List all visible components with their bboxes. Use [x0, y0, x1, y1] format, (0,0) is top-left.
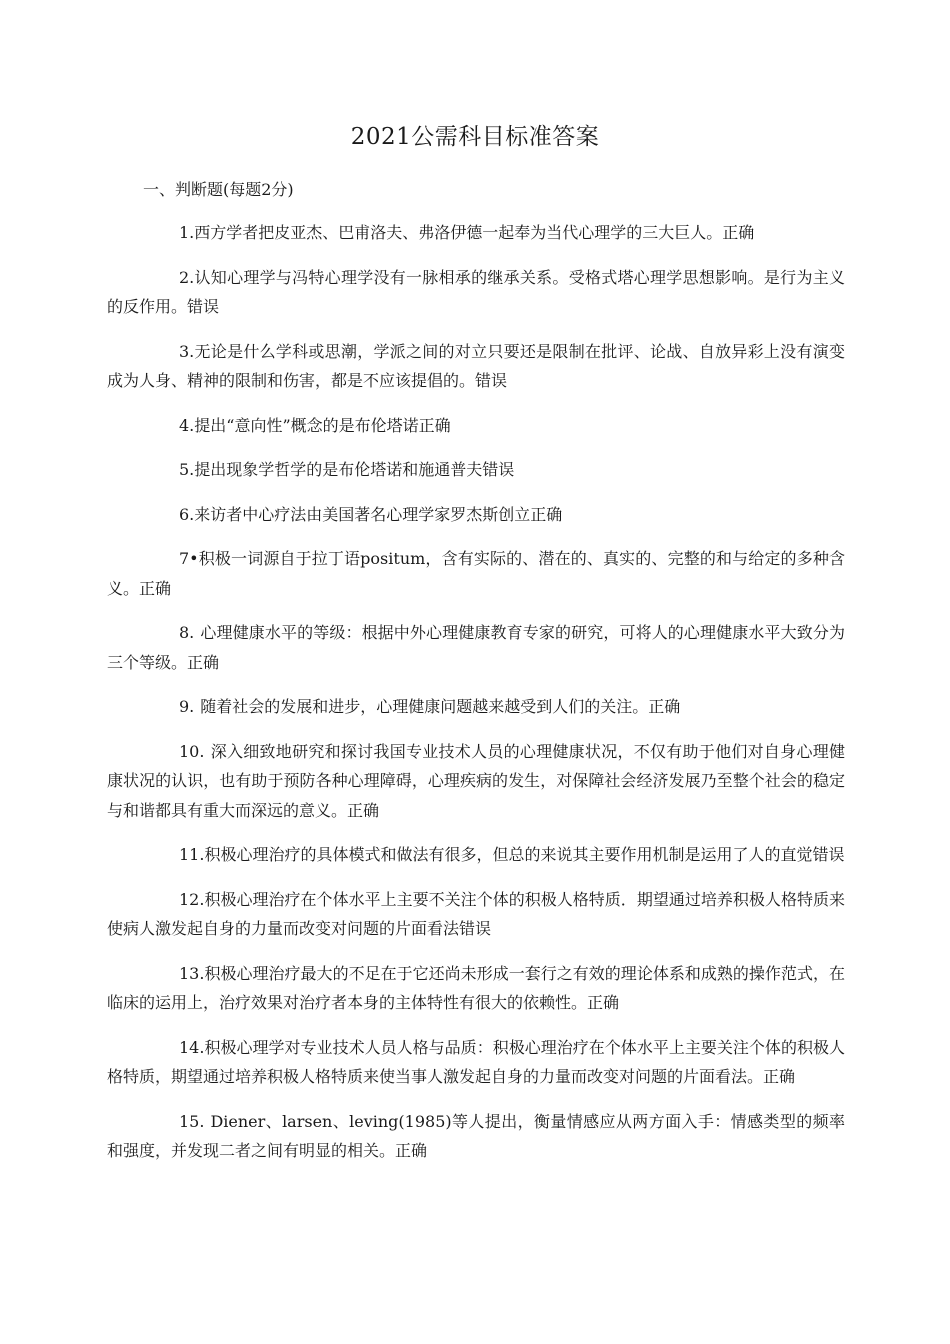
item-number: 9. — [179, 697, 195, 716]
list-item — [107, 218, 845, 248]
list-item — [107, 885, 845, 944]
list-item — [107, 840, 845, 870]
item-text: 积极心理治疗最大的不足在于它还尚未形成一套行之有效的理论体系和成熟的操作范式，在临床的运用上，治疗效果对治疗者本身的主体特性有很大的依赖性。正确 — [107, 963, 845, 1012]
item-text: 积极心理治疗在个体水平上主要不关注个体的积极人格特质．期望通过培养积极人格特质来使病人激发起自身的力量而改变对问题的片面看法错误 — [107, 889, 845, 938]
item-number: 2. — [179, 267, 195, 287]
item-text: 无论是什么学科或思潮，学派之间的对立只要还是限制在批评、论战、自放异彩上没有演变成为人身、精神的限制和伤害，都是不应该提倡的。错误 — [107, 341, 845, 390]
item-number: 1. — [179, 223, 195, 242]
item-number: 14. — [179, 1037, 205, 1057]
list-item — [107, 455, 845, 485]
list-item — [107, 337, 845, 396]
item-number: 3. — [179, 341, 195, 361]
list-item — [107, 1033, 845, 1092]
list-item — [107, 500, 845, 530]
item-text: 提出“意向性”概念的是布伦塔诺正确 — [194, 415, 451, 435]
list-item — [107, 618, 845, 677]
item-number: 8. — [179, 623, 195, 642]
item-text: 提出现象学哲学的是布伦塔诺和施通普夫错误 — [194, 460, 515, 479]
item-text: 深入细致地研究和探讨我国专业技术人员的心理健康状况，不仅有助于他们对自身心理健康状况的认识，也有助于预防各种心理障碍，心理疾病的发生，对保障社会经济发展乃至整个社会的稳定与和谐都具有重大而深远的意义。正确 — [107, 741, 845, 820]
item-number: 7• — [179, 549, 199, 568]
item-text: 随着社会的发展和进步，心理健康问题越来越受到人们的关注。正确 — [200, 697, 681, 716]
list-item — [107, 737, 845, 826]
list-item — [107, 692, 845, 722]
item-number: 4. — [179, 415, 195, 435]
item-text: 西方学者把皮亚杰、巴甫洛夫、弗洛伊德一起奉为当代心理学的三大巨人。正确 — [194, 223, 755, 242]
item-number: 11. — [179, 845, 205, 864]
item-number: 5. — [179, 460, 195, 479]
item-text: Diener、larsen、leving(1985)等人提出，衡量情感应从两方面入手：情感类型的频率和强度，并发现二者之间有明显的相关。正确 — [107, 1111, 845, 1160]
item-text: 积极一词源自于拉丁语positum，含有实际的、潜在的、真实的、完整的和与给定的多种含义。正确 — [107, 549, 845, 598]
section-heading: 一、判断题(每题2分) — [143, 180, 294, 199]
list-item — [107, 263, 845, 322]
item-text: 积极心理学对专业技术人员人格与品质：积极心理治疗在个体水平上主要关注个体的积极人格特质，期望通过培养积极人格特质来使当事人激发起自身的力量而改变对问题的片面看法。正确 — [107, 1037, 845, 1086]
list-item — [107, 544, 845, 603]
item-number: 15. — [179, 1111, 205, 1131]
list-item — [107, 959, 845, 1018]
page-title: 2021公需科目标准答案 — [350, 124, 600, 150]
item-number: 10. — [179, 741, 205, 761]
list-item — [107, 1107, 845, 1166]
item-text: 积极心理治疗的具体模式和做法有很多，但总的来说其主要作用机制是运用了人的直觉错误 — [204, 845, 845, 864]
item-number: 6. — [179, 504, 195, 524]
item-text: 来访者中心疗法由美国著名心理学家罗杰斯创立正确 — [194, 504, 563, 524]
item-text: 心理健康水平的等级：根据中外心理健康教育专家的研究，可将人的心理健康水平大致分为三个等级。正确 — [107, 623, 845, 672]
list-item — [107, 411, 845, 441]
item-number: 12. — [179, 889, 205, 909]
item-text: 认知心理学与冯特心理学没有一脉相承的继承关系。受格式塔心理学思想影响。是行为主义的反作用。错误 — [107, 267, 845, 316]
question-list — [107, 218, 845, 1181]
item-number: 13. — [179, 963, 205, 983]
